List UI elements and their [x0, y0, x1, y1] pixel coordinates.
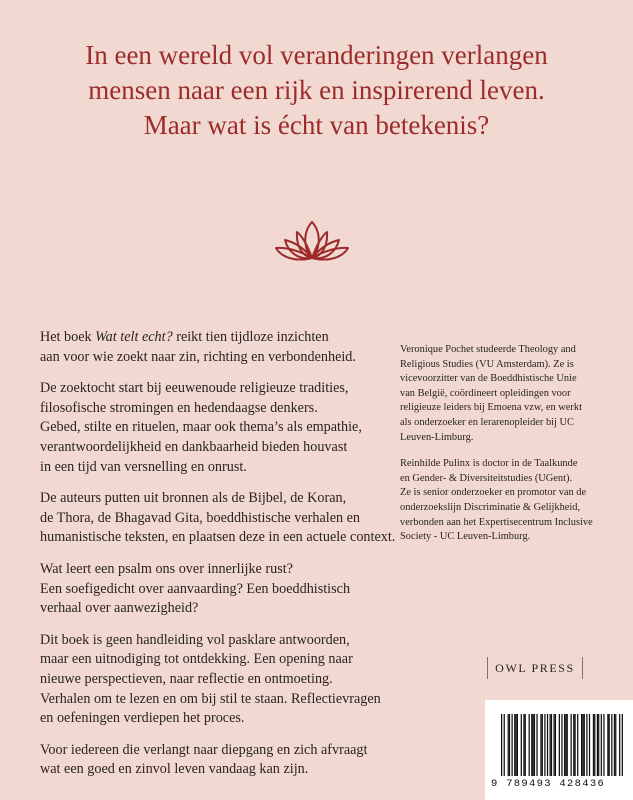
- blurb-line: De auteurs putten uit bronnen als de Bijbel, de Koran,: [40, 490, 347, 507]
- bio-line: Veronique Pochet studeerde Theology and: [400, 344, 576, 355]
- blurb-line: verhaal over aanwezigheid?: [40, 600, 199, 617]
- blurb: [40, 328, 396, 792]
- blurb-line: Een soefigedicht over aanvaarding? Een boeddhistisch: [40, 580, 351, 597]
- author-bios: [400, 343, 615, 557]
- blurb-line-rest: reikt tien tijdloze inzichten: [172, 329, 329, 345]
- lotus-icon: [272, 216, 352, 264]
- blurb-line: in een tijd van versnelling en onrust.: [40, 458, 247, 475]
- bio-line: Ze is senior onderzoeker en promotor van de: [400, 487, 587, 499]
- bio-line: Leuven-Limburg.: [400, 431, 474, 443]
- headline-line-3: Maar wat is écht van betekenis?: [143, 110, 490, 140]
- isbn-number: 9 789493 428436: [491, 778, 606, 790]
- blurb-paragraph-5: [40, 631, 381, 729]
- blurb-line: De zoektocht start bij eeuwenoude religieuze tradities,: [40, 380, 349, 397]
- blurb-line: wat een goed en zinvol leven vandaag kan zijn.: [40, 761, 309, 778]
- blurb-paragraph-2: [40, 379, 360, 477]
- bio-line: verbonden aan het Expertisecentrum Inclusive: [400, 516, 593, 528]
- blurb-line: verantwoordelijkheid en dankbaarheid bieden houvast: [40, 438, 348, 455]
- headline: [20, 38, 613, 143]
- bio-line: religieuze leiders bij Emoena vzw, en werkt: [400, 402, 582, 414]
- headline-line-1: In een wereld vol veranderingen verlangen: [85, 40, 548, 70]
- headline-line-2: mensen naar een rijk en inspirerend leven.: [88, 75, 545, 105]
- blurb-line: filosofische stromingen en hedendaagse denkers.: [40, 399, 318, 416]
- bio-line: en Gender- & Diversiteitstudies (UGent).: [400, 472, 573, 484]
- blurb-paragraph-1: [40, 328, 360, 367]
- blurb-line: nieuwe perspectieven, naar reflectie en ontmoeting.: [40, 670, 333, 687]
- author-bio-pochet: [400, 343, 615, 445]
- blurb-line: Gebed, stilte en rituelen, maar ook thema’s als empathie,: [40, 419, 362, 436]
- author-bio-pulinx: [400, 457, 615, 545]
- blurb-line: de Thora, de Bhagavad Gita, boeddhistische verhalen en: [40, 509, 361, 526]
- bio-line: Reinhilde Pulinx is doctor in de Taalkunde: [400, 458, 578, 470]
- publisher-logo: OWL PRESS: [487, 657, 583, 679]
- blurb-line: en oefeningen verdiepen het proces.: [40, 710, 245, 727]
- blurb-line: [40, 328, 360, 348]
- bio-line: van België, coördineert opleidingen voor: [400, 387, 571, 399]
- blurb-line: Voor iedereen die verlangt naar diepgang en zich afvraagt: [40, 741, 368, 758]
- bio-line: onderzoekslijn Discriminatie & Gelijkheid,: [400, 501, 581, 513]
- blurb-line: Verhalen om te lezen en om bij stil te staan. Reflectievragen: [40, 690, 381, 707]
- blurb-line: Dit boek is geen handleiding vol pasklare antwoorden,: [40, 631, 350, 648]
- bio-line: vicevoorzitter van de Boeddhistische Unie: [400, 373, 577, 385]
- blurb-paragraph-3: [40, 489, 396, 548]
- blurb-paragraph-4: [40, 560, 360, 619]
- blurb-prefix: Het boek: [40, 329, 96, 345]
- blurb-line: humanistische teksten, en plaatsen deze in een actuele context.: [40, 529, 396, 546]
- barcode-icon: [501, 714, 623, 776]
- blurb-line: maar een uitnodiging tot ontdekking. Een opening naar: [40, 651, 353, 668]
- blurb-line: Wat leert een psalm ons over innerlijke rust?: [40, 560, 293, 577]
- book-title: Wat telt echt?: [95, 329, 173, 345]
- bio-line: Society - UC Leuven-Limburg.: [400, 531, 531, 543]
- bio-line: Religious Studies (VU Amsterdam). Ze is: [400, 358, 574, 370]
- barcode-panel: [485, 700, 633, 800]
- blurb-paragraph-6: [40, 741, 368, 780]
- bio-line: als onderzoeker en lerarenopleider bij UC: [400, 416, 574, 428]
- blurb-line: aan voor wie zoekt naar zin, richting en verbondenheid.: [40, 348, 356, 365]
